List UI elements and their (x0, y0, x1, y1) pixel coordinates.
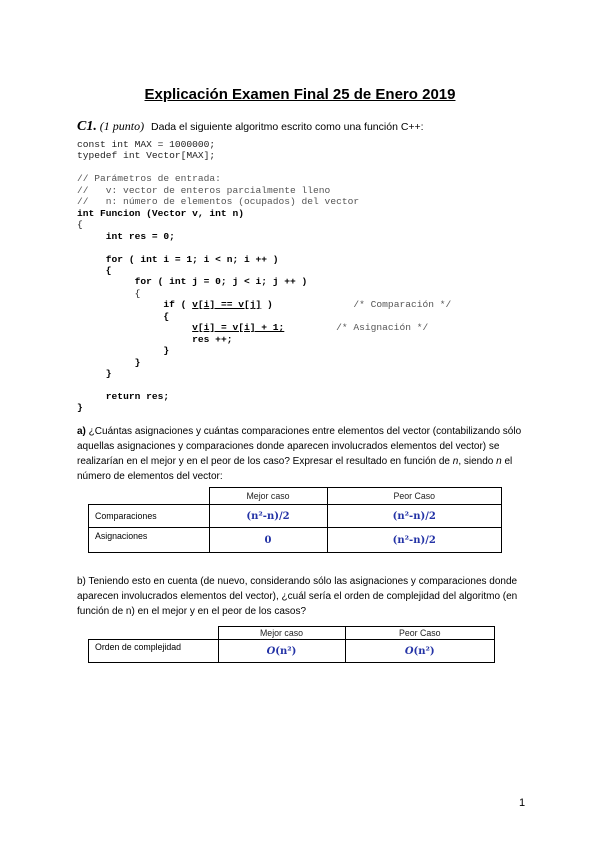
big-o-symbol: O (404, 645, 414, 657)
code-block (77, 139, 451, 414)
table-complexity (88, 626, 495, 663)
question-text: Dada el siguiente algoritmo escrito como una función C++: (151, 121, 424, 133)
code-close-brace-j: } (134, 356, 141, 368)
part-a-label: a) (77, 426, 86, 437)
code-comment-n: // n: número de elementos (ocupados) del vector (77, 196, 360, 208)
code-open-brace-i: { (105, 264, 112, 276)
big-o-symbol: O (266, 645, 276, 657)
code-typedef: typedef int Vector[MAX]; (77, 150, 216, 162)
code-open-brace-fn: { (77, 219, 83, 231)
part-a-n2: n (496, 456, 502, 467)
table-counts-corner (89, 488, 210, 505)
code-for-i: for ( int i = 1; i < n; i ++ ) (105, 253, 279, 265)
part-a-text (77, 424, 527, 484)
big-o-arg: (n²) (275, 645, 297, 657)
code-if-cond: v[i] == v[j] (192, 299, 262, 311)
table-counts-row-label: Asignaciones (89, 528, 210, 553)
table-complexity-worst (345, 640, 495, 663)
code-assign: v[i] = v[i] + 1; (192, 322, 285, 334)
table-complexity-best (218, 640, 345, 663)
table-counts-col-worst: Peor Caso (327, 488, 502, 505)
table-counts-cell: 0 (209, 528, 327, 553)
code-res-inc: res ++; (192, 333, 233, 345)
code-res-decl: int res = 0; (105, 230, 175, 242)
code-close-brace-if: } (163, 345, 170, 357)
code-close-brace-fn: } (77, 402, 83, 414)
code-close-brace-i: } (105, 368, 112, 380)
table-counts (88, 487, 502, 553)
code-signature: int Funcion (Vector v, int n) (77, 207, 244, 219)
table-complexity-corner (89, 627, 219, 640)
big-o-arg: (n²) (413, 645, 435, 657)
question-points: (1 punto) (99, 119, 145, 133)
part-a-body-3: el número de elementos del vector: (77, 456, 513, 482)
code-comment-v: // v: vector de enteros parcialmente lleno (77, 184, 331, 196)
table-complexity-row-label: Orden de complejidad (89, 640, 219, 663)
table-counts-col-best: Mejor caso (209, 488, 327, 505)
table-counts-cell: (n²-n)/2 (327, 528, 502, 553)
part-a-body-1: ¿Cuántas asignaciones y cuántas comparaciones entre elementos del vector (contabilizando sólo aquellas asignaciones y comparaciones donde aparecen involucrados elementos del vector) se realizarían en el mejor y en el peor de los caso? Expresar el resultado en función de (77, 426, 522, 467)
table-complexity-col-worst: Peor Caso (345, 627, 495, 640)
code-for-j: for ( int j = 0; j < i; j ++ ) (134, 276, 308, 288)
question-header (77, 119, 424, 135)
table-counts-cell: (n²-n)/2 (327, 505, 502, 528)
code-comment-params: // Parámetros de entrada: (77, 173, 221, 185)
page-title: Explicación Examen Final 25 de Enero 2019 (144, 86, 456, 103)
code-if-close: ) (267, 299, 273, 311)
code-if-kw: if ( (163, 299, 187, 311)
table-counts-cell: (n²-n)/2 (209, 505, 327, 528)
code-comment-asg: /* Asignación */ (336, 322, 429, 334)
part-a-n1: n (452, 456, 459, 467)
code-comment-cmp: /* Comparación */ (353, 299, 452, 311)
code-return: return res; (105, 390, 170, 402)
part-b-text: b) Teniendo esto en cuenta (de nuevo, considerando sólo las asignaciones y comparaciones donde aparecen involucrados elementos del vector), ¿cuál sería el orden de complejidad del algoritmo (en función de n) en el mejor y en el peor de los casos? (77, 576, 518, 617)
page-number: 1 (519, 797, 526, 809)
code-open-brace-j: { (134, 287, 141, 299)
table-counts-row-label: Comparaciones (89, 505, 210, 528)
question-number: C1. (77, 119, 97, 134)
table-complexity-col-best: Mejor caso (218, 627, 345, 640)
code-open-brace-if: { (163, 310, 170, 322)
part-a-body-2: , siendo (458, 456, 497, 467)
code-const: const int MAX = 1000000; (77, 139, 216, 150)
